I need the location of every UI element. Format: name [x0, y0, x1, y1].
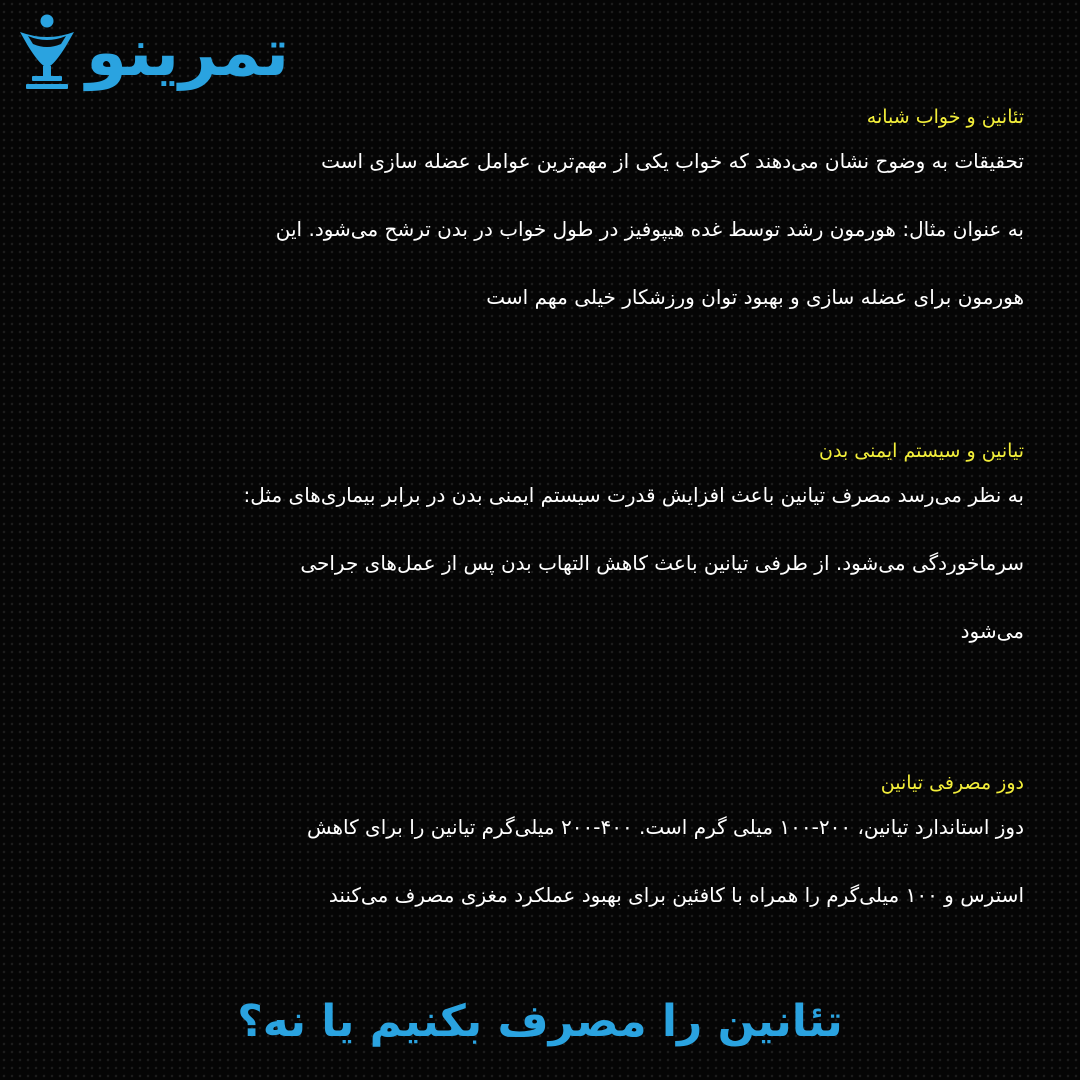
- section-dosage: [80, 762, 1024, 912]
- section-heading: دوز مصرفی تیانین: [880, 772, 1024, 794]
- trophy-cup-icon: [14, 12, 80, 94]
- brand-logo: [14, 8, 444, 98]
- paragraph-line: به عنوان مثال: هورمون رشد توسط غده هیپوفیز در طول خواب در بدن ترشح می‌شود. این: [275, 217, 1024, 241]
- paragraph-line: استرس و ۱۰۰ میلی‌گرم را همراه با کافئین برای بهبود عملکرد مغزی مصرف می‌کنند: [328, 883, 1024, 907]
- paragraph-line: سرماخوردگی می‌شود. از طرفی تیانین باعث کاهش التهاب بدن پس از عمل‌های جراحی: [300, 551, 1024, 575]
- paragraph-line: تحقیقات به وضوح نشان می‌دهند که خواب یکی از مهم‌ترین عوامل عضله سازی است: [321, 149, 1024, 173]
- section-sleep: [80, 96, 1024, 314]
- paragraph-line: دوز استاندارد تیانین، ۲۰۰-۱۰۰ میلی گرم است. ۴۰۰-۲۰۰ میلی‌گرم تیانین را برای کاهش: [307, 815, 1024, 839]
- section-immune-system: [80, 430, 1024, 648]
- paragraph-line: به نظر می‌رسد مصرف تیانین باعث افزایش قدرت سیستم ایمنی بدن در برابر بیماری‌های مثل:: [243, 483, 1024, 507]
- section-heading: تئانین و خواب شبانه: [866, 106, 1024, 128]
- paragraph-line: هورمون برای عضله سازی و بهبود توان ورزشکار خیلی مهم است: [486, 285, 1024, 309]
- footer-question: تئانین را مصرف بکنیم یا نه؟: [237, 996, 843, 1047]
- section-heading: تیانین و سیستم ایمنی بدن: [819, 440, 1024, 462]
- brand-logo-text: تمرینو: [86, 14, 290, 91]
- paragraph-line: می‌شود: [960, 619, 1024, 643]
